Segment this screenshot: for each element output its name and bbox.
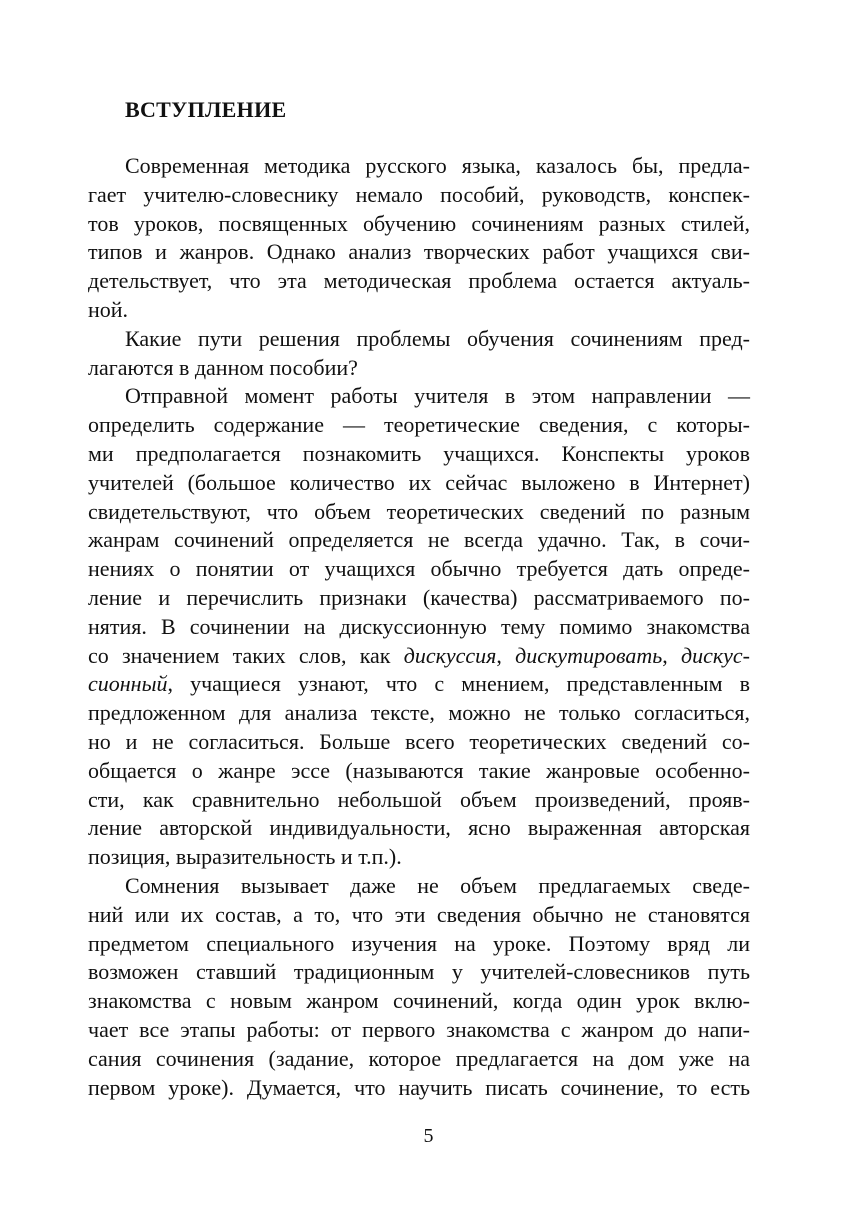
text-line: предложенном для анализа тексте, можно не только согласиться, <box>88 700 750 726</box>
text-line: ление и перечислить признаки (качества) рассматриваемого по- <box>88 584 750 610</box>
text-line: сти, как сравнительно небольшой объем произведений, прояв- <box>88 786 750 812</box>
text-line: тов уроков, посвященных обучению сочинениям разных стилей, <box>88 210 750 236</box>
text-line: Сомнения вызывает даже не объем предлагаемых сведе- <box>125 872 750 898</box>
text-line: предметом специального изучения на уроке. Поэтому вряд ли <box>88 930 750 956</box>
text-line: ной. <box>88 296 129 322</box>
text-line-with-italics <box>88 670 750 699</box>
text-line: ний или их состав, а то, что эти сведения обычно не становятся <box>88 901 750 927</box>
text-line: определить содержание — теоретические сведения, с которы- <box>88 412 750 438</box>
text-line: нениях о понятии от учащихся обычно требуется дать опреде- <box>88 556 750 582</box>
text-line: сания сочинения (задание, которое предлагается на дом уже на <box>88 1045 750 1071</box>
italic-term: дискус- <box>680 642 751 668</box>
text-line: но и не согласиться. Больше всего теоретических сведений со- <box>88 728 750 754</box>
chapter-title: ВСТУПЛЕНИЕ <box>125 97 287 122</box>
text-line: Отправной момент работы учителя в этом направлении — <box>125 383 750 409</box>
text-line: ление авторской индивидуальности, ясно выраженная авторская <box>88 815 750 841</box>
text-line: ми предполагается познакомить учащихся. Конспекты уроков <box>88 440 750 466</box>
italic-term: дискутировать <box>515 642 663 668</box>
page-number: 5 <box>423 1125 434 1147</box>
text-line: лагаются в данном пособии? <box>88 354 358 380</box>
text-line: свидетельствуют, что объем теоретических сведений по разным <box>88 498 750 524</box>
text-line: позиция, выразительность и т.п.). <box>88 844 402 870</box>
text-segment: , <box>496 642 516 668</box>
text-line: типов и жанров. Однако анализ творческих работ учащихся сви- <box>88 239 750 265</box>
text-line-with-italics <box>88 642 750 671</box>
text-line: жанрам сочинений определяется не всегда удачно. Так, в сочи- <box>88 527 750 553</box>
text-line: возможен ставший традиционным у учителей-словесников путь <box>88 959 750 985</box>
italic-term: дискуссия <box>403 642 497 668</box>
text-line: детельствует, что эта методическая проблема остается актуаль- <box>88 268 750 294</box>
text-line: знакомства с новым жанром сочинений, когда один урок вклю- <box>88 988 750 1014</box>
text-line: Современная методика русского языка, казалось бы, предла- <box>125 153 750 178</box>
text-segment: , учащиеся узнают, что с мнением, представленным в <box>167 671 750 697</box>
text-segment: , <box>662 642 681 668</box>
text-line: нятия. В сочинении на дискуссионную тему помимо знакомства <box>88 613 750 639</box>
text-line: гает учителю-словеснику немало пособий, руководств, конспек- <box>88 181 750 207</box>
text-line: общается о жанре эссе (называются такие жанровые особенно- <box>88 757 750 783</box>
italic-term: сионный <box>88 671 168 697</box>
body-text <box>88 152 750 1102</box>
text-segment: со значением таких слов, как <box>88 642 404 668</box>
text-line: чает все этапы работы: от первого знакомства с жанром до напи- <box>88 1016 750 1042</box>
text-line: Какие пути решения проблемы обучения сочинениям пред- <box>125 325 750 351</box>
text-line: учителей (большое количество их сейчас выложено в Интернет) <box>88 469 750 495</box>
text-line: первом уроке). Думается, что научить писать сочинение, то есть <box>88 1074 750 1100</box>
